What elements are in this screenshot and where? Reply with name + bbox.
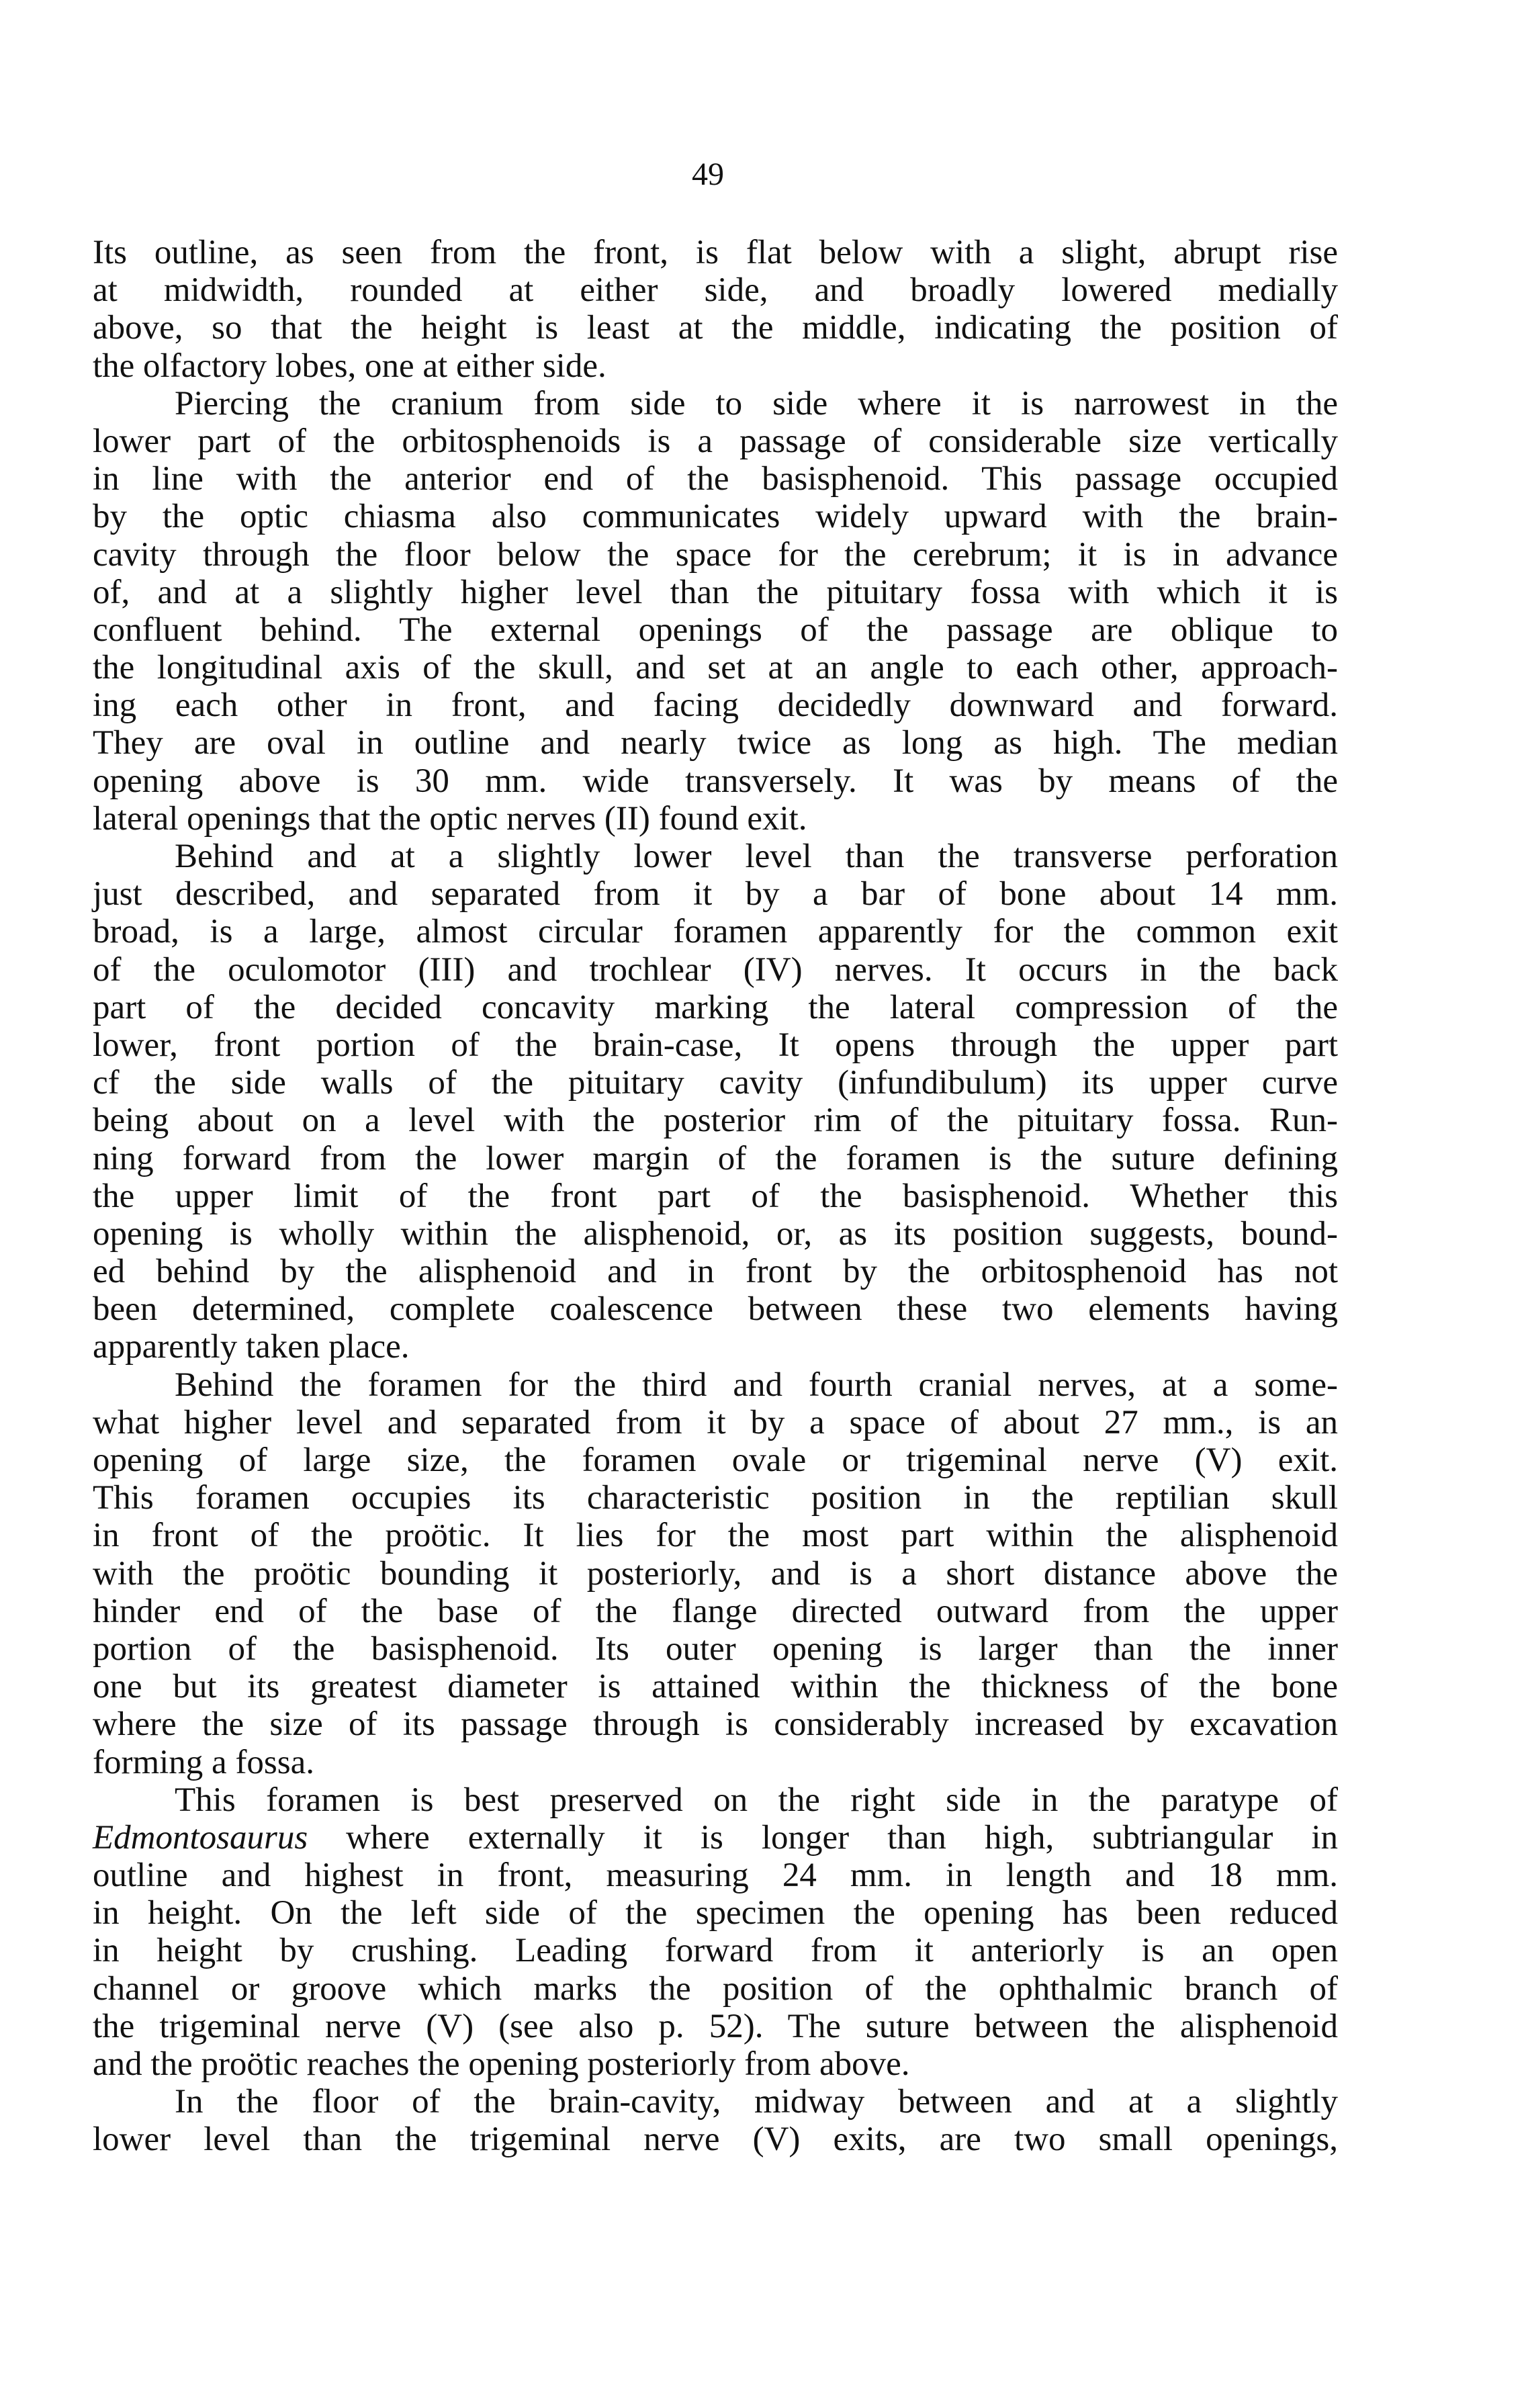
text-line: and the proötic reaches the opening posteriorly from above. xyxy=(93,2045,910,2083)
text-line: Its outline, as seen from the front, is flat below with a slight, abrupt rise xyxy=(93,234,1338,271)
text-line: the olfactory lobes, one at either side. xyxy=(93,347,607,385)
text-line: the trigeminal nerve (V) (see also p. 52). The suture between the alisphenoid xyxy=(93,2007,1338,2045)
paragraph-2 xyxy=(93,385,1338,838)
text-line: lower, front portion of the brain-case, It opens through the upper part xyxy=(93,1026,1338,1064)
text-line: just described, and separated from it by a bar of bone about 14 mm. xyxy=(93,875,1338,913)
text-line: been determined, complete coalescence between these two elements having xyxy=(93,1290,1338,1329)
text-line: the upper limit of the front part of the basisphenoid. Whether this xyxy=(93,1177,1338,1215)
text-line: by the optic chiasma also communicates widely upward with the brain- xyxy=(93,498,1338,536)
text-line: where the size of its passage through is considerably increased by excavation xyxy=(93,1705,1338,1744)
text-line: opening above is 30 mm. wide transversely. It was by means of the xyxy=(93,762,1338,800)
text-line: Behind the foramen for the third and fourth cranial nerves, at a some- xyxy=(175,1366,1338,1404)
text-line: forming a fossa. xyxy=(93,1743,315,1781)
text-line: outline and highest in front, measuring 24 mm. in length and 18 mm. xyxy=(93,1857,1338,1895)
paragraph-5 xyxy=(93,1781,1338,2084)
text-line: Behind and at a slightly lower level than the transverse perforation xyxy=(175,838,1338,875)
text-line: of the oculomotor (III) and trochlear (IV) nerves. It occurs in the back xyxy=(93,950,1338,989)
text-line: hinder end of the base of the flange directed outward from the upper xyxy=(93,1592,1338,1630)
paragraph-4 xyxy=(93,1366,1338,1781)
text-line: cf the side walls of the pituitary cavity (infundibulum) its upper curve xyxy=(93,1064,1338,1102)
text-line: apparently taken place. xyxy=(93,1328,410,1366)
page-number: 49 xyxy=(692,157,724,192)
text-line: one but its greatest diameter is attained within the thickness of the bone xyxy=(93,1668,1338,1706)
text-line: Piercing the cranium from side to side where it is narrowest in the xyxy=(175,384,1338,422)
taxon-name: Edmontosaurus xyxy=(93,1818,308,1857)
text-line-rest: where externally it is longer than high, subtriangular in xyxy=(308,1818,1338,1857)
text-line: of, and at a slightly higher level than the pituitary fossa with which it is xyxy=(93,573,1338,611)
text-line: in height by crushing. Leading forward from it anteriorly is an open xyxy=(93,1932,1338,1970)
text-line: what higher level and separated from it by a space of about 27 mm., is an xyxy=(93,1403,1338,1441)
text-line: confluent behind. The external openings of the passage are oblique to xyxy=(93,611,1338,649)
body-text xyxy=(93,234,1338,2159)
text-line: cavity through the floor below the space for the cerebrum; it is in advance xyxy=(93,535,1338,574)
text-line: broad, is a large, almost circular foramen apparently for the common exit xyxy=(93,913,1338,951)
text-line: being about on a level with the posterior rim of the pituitary fossa. Run- xyxy=(93,1102,1338,1140)
text-line: channel or groove which marks the position of the ophthalmic branch of xyxy=(93,1969,1338,2008)
text-line: ning forward from the lower margin of the foramen is the suture defining xyxy=(93,1139,1338,1177)
text-line: at midwidth, rounded at either side, and broadly lowered medially xyxy=(93,271,1338,310)
text-line: in line with the anterior end of the basisphenoid. This passage occupied xyxy=(93,460,1338,498)
text-line: opening of large size, the foramen ovale or trigeminal nerve (V) exit. xyxy=(93,1441,1338,1479)
paragraph-1 xyxy=(93,234,1338,385)
text-line xyxy=(93,1819,1338,1857)
text-line: ed behind by the alisphenoid and in front by the orbitosphenoid has not xyxy=(93,1253,1338,1291)
paragraph-6 xyxy=(93,2083,1338,2158)
text-line: in height. On the left side of the specimen the opening has been reduced xyxy=(93,1894,1338,1932)
text-line: above, so that the height is least at the middle, indicating the position of xyxy=(93,309,1338,347)
text-line: This foramen occupies its characteristic position in the reptilian skull xyxy=(93,1479,1338,1517)
text-line: lateral openings that the optic nerves (II) found exit. xyxy=(93,799,807,838)
text-line: lower level than the trigeminal nerve (V) exits, are two small openings, xyxy=(93,2121,1338,2159)
text-line: the longitudinal axis of the skull, and set at an angle to each other, approach- xyxy=(93,649,1338,687)
paragraph-3 xyxy=(93,838,1338,1366)
text-line: portion of the basisphenoid. Its outer opening is larger than the inner xyxy=(93,1630,1338,1668)
text-line: In the floor of the brain-cavity, midway between and at a slightly xyxy=(175,2083,1338,2121)
text-line: This foramen is best preserved on the right side in the paratype of xyxy=(175,1781,1338,1819)
text-line: lower part of the orbitosphenoids is a passage of considerable size vertically xyxy=(93,422,1338,460)
text-line: opening is wholly within the alisphenoid, or, as its position suggests, bound- xyxy=(93,1214,1338,1253)
text-line: part of the decided concavity marking the lateral compression of the xyxy=(93,988,1338,1026)
text-line: They are oval in outline and nearly twice as long as high. The median xyxy=(93,724,1338,762)
text-line: with the proötic bounding it posteriorly, and is a short distance above the xyxy=(93,1554,1338,1593)
text-line: ing each other in front, and facing decidedly downward and forward. xyxy=(93,686,1338,725)
text-line: in front of the proötic. It lies for the most part within the alisphenoid xyxy=(93,1517,1338,1555)
